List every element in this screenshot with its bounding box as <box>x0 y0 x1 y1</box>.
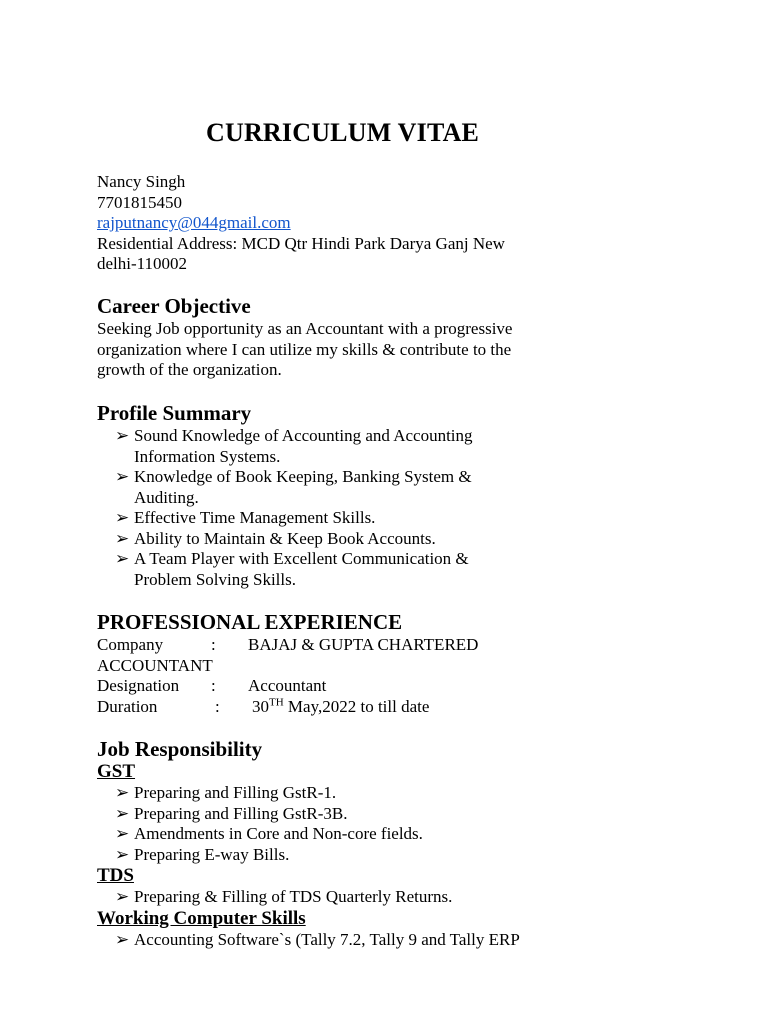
list-item: ➢ Preparing & Filling of TDS Quarterly Returns. <box>115 887 453 906</box>
job-responsibility-section <box>97 737 617 950</box>
list-item: ➢ Amendments in Core and Non-core fields. <box>115 824 423 843</box>
arrow-bullet-icon: ➢ <box>115 508 130 527</box>
arrow-bullet-icon: ➢ <box>115 824 130 843</box>
arrow-bullet-icon: ➢ <box>115 426 130 445</box>
job-responsibility-heading: Job Responsibility <box>97 737 263 761</box>
duration-value: 30TH May,2022 to till date <box>252 695 430 716</box>
arrow-bullet-icon: ➢ <box>115 929 130 949</box>
arrow-bullet-icon: ➢ <box>115 887 130 906</box>
phone-number: 7701815450 <box>97 192 182 212</box>
arrow-bullet-icon: ➢ <box>115 549 130 568</box>
list-item: ➢ Preparing and Filling GstR-3B. <box>115 803 348 823</box>
career-objective-section <box>97 294 567 381</box>
list-item: ➢ Accounting Software`s (Tally 7.2, Tally 9 and Tally ERP <box>115 929 520 949</box>
designation-value: Accountant <box>248 676 327 695</box>
list-item: ➢ Ability to Maintain & Keep Book Accounts. <box>115 528 436 548</box>
candidate-name: Nancy Singh <box>97 172 186 191</box>
email-link[interactable]: rajputnancy@044gmail.com <box>97 213 291 232</box>
list-item: ➢ Preparing E-way Bills. <box>115 844 290 864</box>
tds-heading: TDS <box>97 865 134 886</box>
professional-experience-section <box>97 610 567 717</box>
list-item: ➢ Effective Time Management Skills. <box>115 508 376 527</box>
arrow-bullet-icon: ➢ <box>115 528 130 548</box>
profile-summary-section <box>97 401 567 590</box>
company-value-continued: ACCOUNTANT <box>97 655 213 675</box>
contact-section <box>97 172 567 275</box>
list-item: ➢ Knowledge of Book Keeping, Banking System & Auditing. <box>115 467 472 507</box>
arrow-bullet-icon: ➢ <box>115 467 130 486</box>
document-title: CURRICULUM VITAE <box>206 118 480 147</box>
duration-label: Duration <box>97 696 158 716</box>
arrow-bullet-icon: ➢ <box>115 803 130 823</box>
computer-skills-heading: Working Computer Skills <box>97 907 306 929</box>
career-objective-heading: Career Objective <box>97 294 251 318</box>
arrow-bullet-icon: ➢ <box>115 783 130 802</box>
company-row: Company : BAJAJ & GUPTA CHARTERED <box>97 635 479 654</box>
list-item: ➢ Sound Knowledge of Accounting and Accounting Information Systems. <box>115 426 473 466</box>
list-item: ➢ Preparing and Filling GstR-1. <box>115 783 337 802</box>
company-value: BAJAJ & GUPTA CHARTERED <box>248 635 479 654</box>
professional-experience-heading: PROFESSIONAL EXPERIENCE <box>97 610 403 634</box>
profile-summary-heading: Profile Summary <box>97 401 252 425</box>
designation-label: Designation <box>97 676 180 695</box>
address-line-1: Residential Address: MCD Qtr Hindi Park Darya Ganj New <box>97 233 505 253</box>
address-line-2: delhi-110002 <box>97 254 188 273</box>
career-line-3: growth of the organization. <box>97 360 282 379</box>
career-line-2: organization where I can utilize my skills & contribute to the <box>97 339 512 359</box>
company-label: Company <box>97 635 164 654</box>
duration-row: Duration : 30TH May,2022 to till date <box>97 695 430 716</box>
gst-heading: GST <box>97 761 136 782</box>
arrow-bullet-icon: ➢ <box>115 844 130 864</box>
list-item: ➢ A Team Player with Excellent Communication & Problem Solving Skills. <box>115 549 469 589</box>
designation-row: Designation : Accountant <box>97 676 327 695</box>
career-line-1: Seeking Job opportunity as an Accountant with a progressive <box>97 319 513 338</box>
